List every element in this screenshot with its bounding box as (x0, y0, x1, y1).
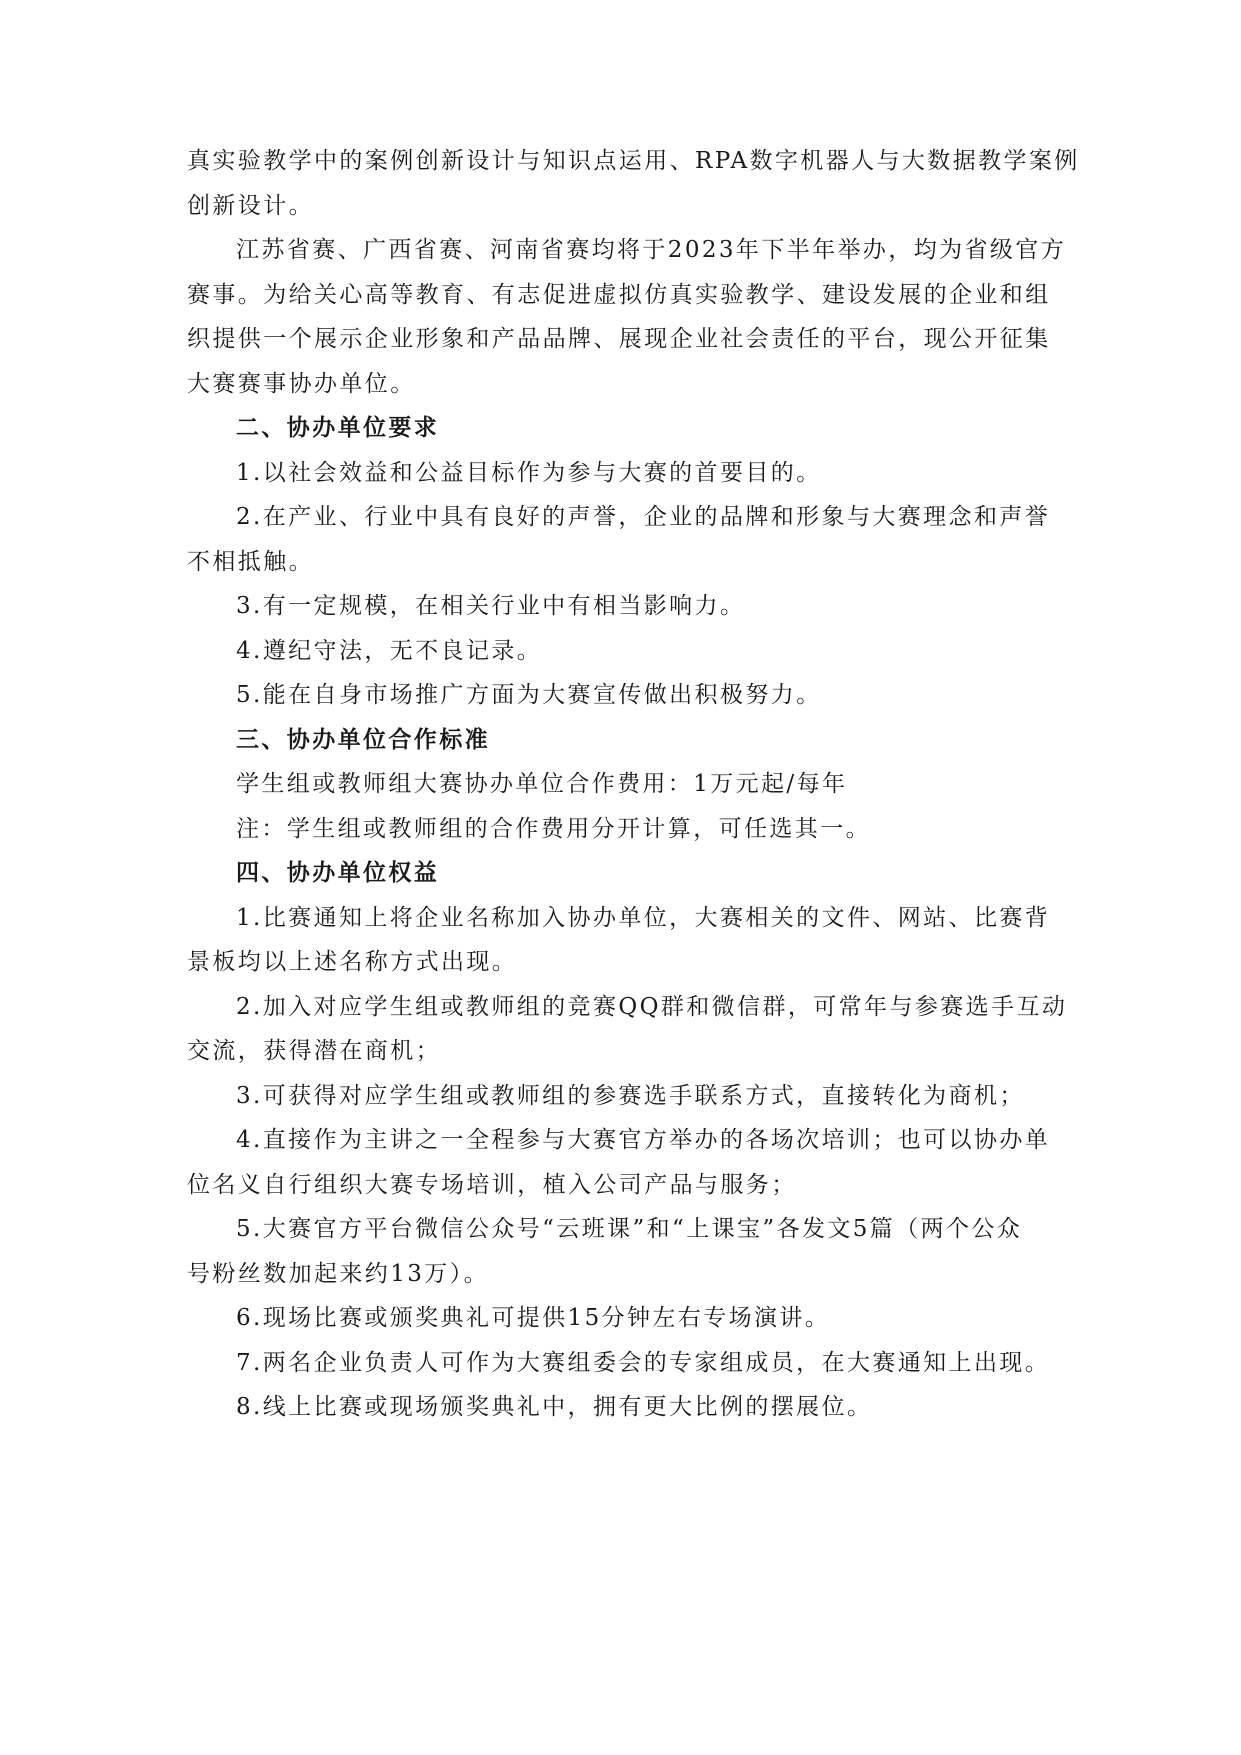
section2-item2-line-1: 2.在产业、行业中具有良好的声誉，企业的品牌和形象与大赛理念和声誉 (236, 504, 1051, 530)
section4-item4-line-2: 位名义自行组织大赛专场培训，植入公司产品与服务； (187, 1171, 797, 1198)
section4-item3: 3.可获得对应学生组或教师组的参赛选手联系方式，直接转化为商机； (236, 1082, 1025, 1109)
para2-line-1: 江苏省赛、广西省赛、河南省赛均将于2023年下半年举办，均为省级官方 (236, 237, 1067, 263)
section4-item8: 8.线上比赛或现场颁奖典礼中，拥有更大比例的摆展位。 (236, 1394, 873, 1420)
section2-item1: 1.以社会效益和公益目标作为参与大赛的首要目的。 (236, 459, 822, 486)
section4-item1-line-2: 景板均以上述名称方式出现。 (187, 949, 518, 975)
document-body (187, 139, 1080, 1430)
section2-item2-line-2: 不相抵触。 (187, 548, 314, 575)
section4-item1-line-1: 1.比赛通知上将企业名称加入协办单位，大赛相关的文件、网站、比赛背 (236, 904, 1051, 931)
section4-item4-line-1: 4.直接作为主讲之一全程参与大赛官方举办的各场次培训；也可以协办单 (236, 1127, 1051, 1153)
section4-item6: 6.现场比赛或颁奖典礼可提供15分钟左右专场演讲。 (236, 1305, 831, 1331)
para2-line-2: 赛事。为给关心高等教育、有志促进虚拟仿真实验教学、建设发展的企业和组 (187, 281, 1051, 308)
section3-note: 注：学生组或教师组的合作费用分开计算，可任选其一。 (236, 815, 871, 842)
section3-fee: 学生组或教师组大赛协办单位合作费用：1万元起/每年 (236, 771, 848, 797)
section4-item7: 7.两名企业负责人可作为大赛组委会的专家组成员，在大赛通知上出现。 (236, 1349, 1051, 1376)
section4-item2-line-1: 2.加入对应学生组或教师组的竞赛QQ群和微信群，可常年与参赛选手互动 (236, 993, 1068, 1020)
section2-item4: 4.遵纪守法，无不良记录。 (236, 637, 543, 664)
section2-item3: 3.有一定规模，在相关行业中有相当影响力。 (236, 593, 746, 619)
para2-line-3: 织提供一个展示企业形象和产品品牌、展现企业社会责任的平台，现公开征集 (187, 326, 1051, 352)
intro-line-2: 创新设计。 (187, 192, 314, 219)
para2-line-4: 大赛赛事协办单位。 (187, 370, 416, 397)
section2-item5: 5.能在自身市场推广方面为大赛宣传做出积极努力。 (236, 682, 822, 708)
section2-heading: 二、协办单位要求 (236, 414, 440, 441)
section4-heading: 四、协办单位权益 (236, 859, 440, 886)
section4-item5-line-2: 号粉丝数加起来约13万）。 (187, 1260, 489, 1287)
section3-heading: 三、协办单位合作标准 (236, 725, 490, 753)
intro-line-1: 真实验教学中的案例创新设计与知识点运用、RPA数字机器人与大数据教学案例 (187, 148, 1080, 174)
section4-item2-line-2: 交流，获得潜在商机； (187, 1038, 441, 1064)
section4-item5-line-1: 5.大赛官方平台微信公众号“云班课”和“上课宝”各发文5篇（两个公众 (236, 1216, 1023, 1242)
